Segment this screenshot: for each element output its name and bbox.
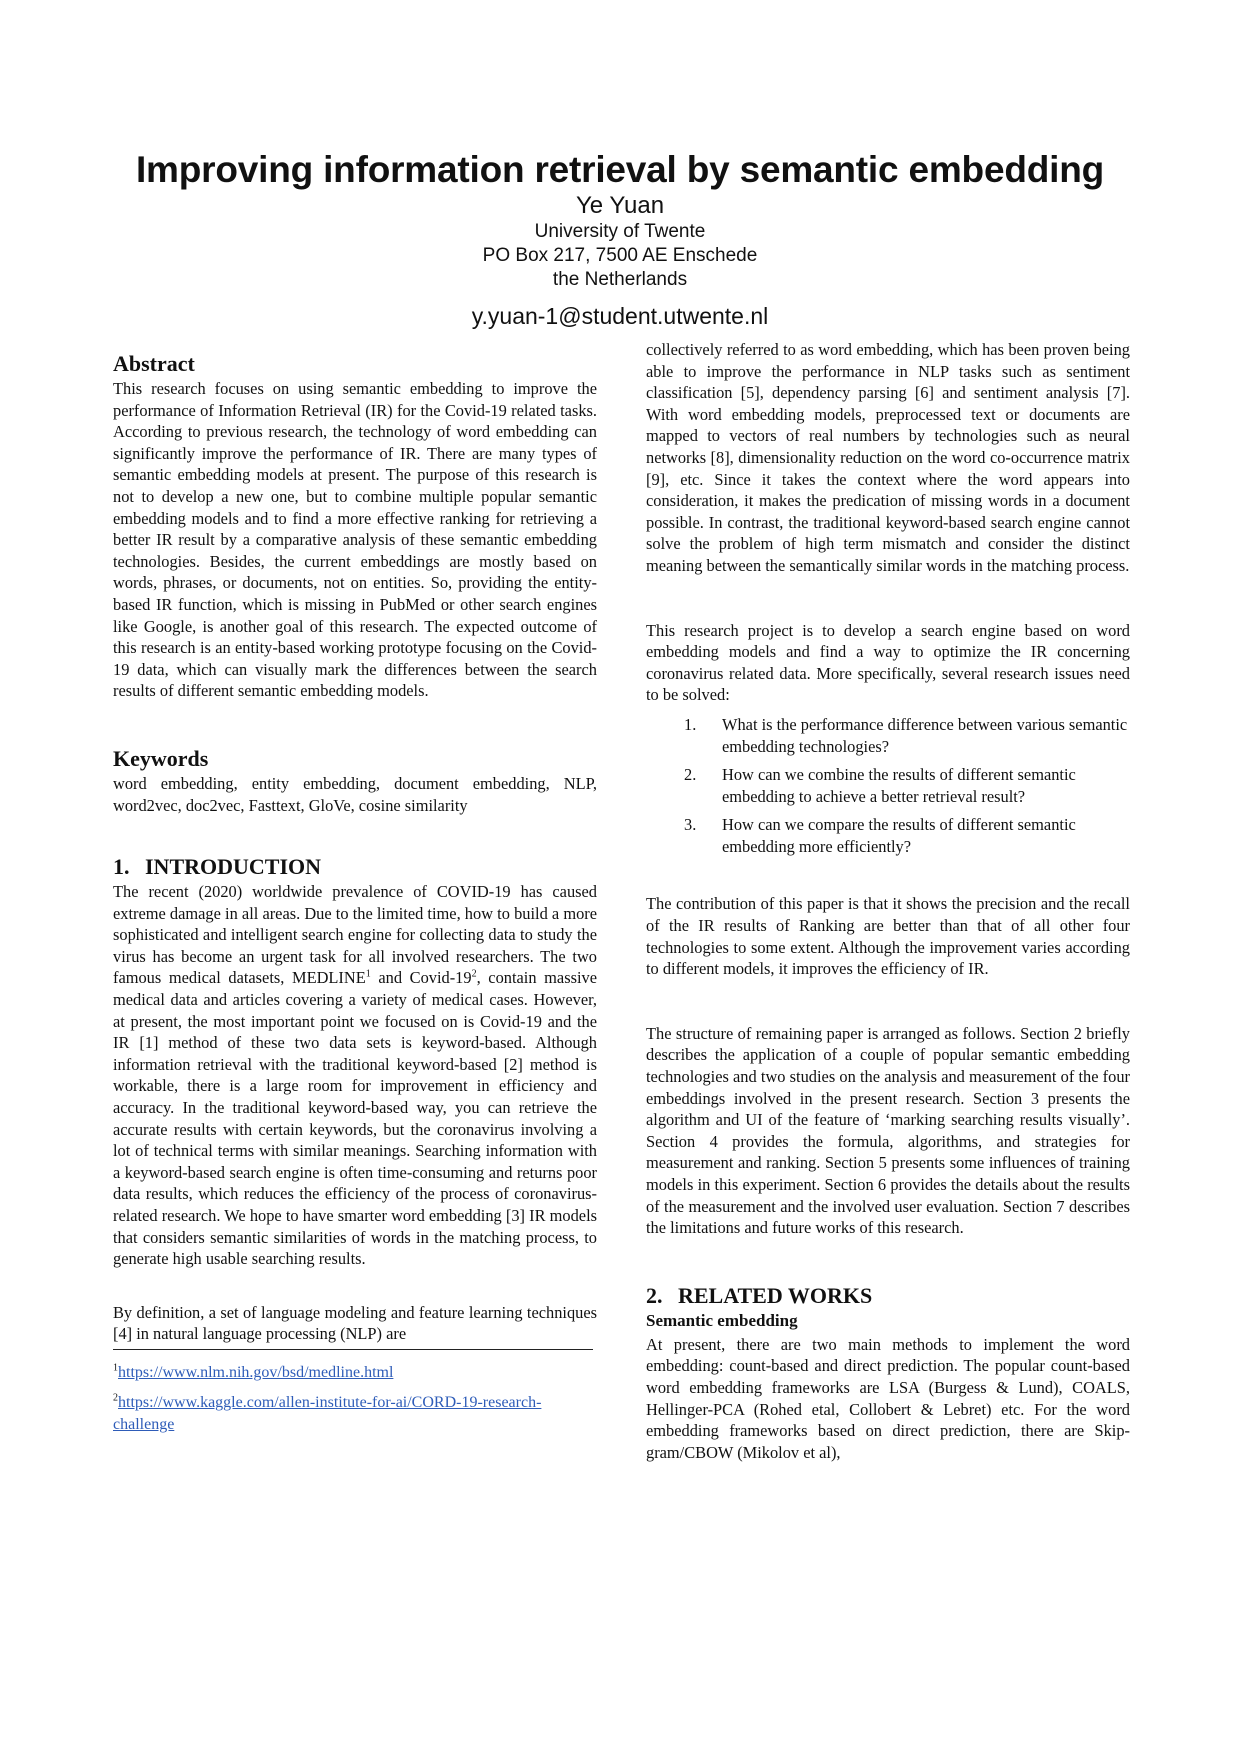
section-number: 2.: [646, 1282, 663, 1308]
footnote-2: [113, 1392, 597, 1436]
paper-header: [0, 148, 1240, 330]
list-number: 3.: [684, 815, 697, 835]
intro-paragraph-1: The recent (2020) worldwide prevalence of COVID-19 has caused extreme damage in all areas. Due to the limited time, how to build a more sophisticated and intelligent search engine for collecting data to study the virus has become an urgent task for all involved researchers. The two famous medical datasets, MEDLINE$^1$ and Covid-$19^2$, contain massive medical data and articles covering a variety of medical cases. However, at present, the most important point we focused on is Covid-19 and the IR [1] method of these two data sets is keyword-based. Although information retrieval with the traditional keyword-based [2] method is workable, there is a large room for improvement in efficiency and accuracy. In the traditional keyword-based way, you can retrieve the accurate results with certain keywords, but the coronavirus involving a lot of technical terms with similar meanings. Searching information with a keyword-based search engine is often time-consuming and returns poor data results, which reduces the efficiency of the process of coronavirus-related research. We hope to have smarter word embedding [3] IR models that considers semantic similarities of words in the matching process, to generate high usable searching results.: [113, 882, 597, 1269]
intro-paragraph-4: The contribution of this paper is that it shows the precision and the recall of the IR results of Ranking are better than that of all other four technologies to some extent. Although the improvement varies according to different models, it improves the efficiency of IR.: [646, 894, 1130, 979]
section-2-heading: [646, 1282, 1130, 1310]
footnote-ref: 2: [471, 969, 477, 980]
intro-paragraph-3: This research project is to develop a search engine based on word embedding models and find a way to optimize the IR concerning coronavirus related data. More specifically, several research issues need to be solved:: [646, 620, 1130, 705]
affiliation-line: PO Box 217, 7500 AE Enschede: [482, 245, 758, 266]
section-title: RELATED WORKS: [678, 1282, 873, 1308]
list-item: 1. What is the performance difference between various semantic embedding technologies?: [684, 714, 1128, 756]
section-title: INTRODUCTION: [145, 854, 322, 880]
footnote-1: [113, 1362, 597, 1384]
keywords-text: word embedding, entity embedding, document embedding, NLP, word2vec, doc2vec, Fasttext, GloVe, cosine similarity: [113, 773, 597, 815]
paper-title: Improving information retrieval by semantic embedding: [135, 149, 1105, 190]
section-1-heading: [113, 853, 597, 881]
author-email: y.yuan-1@student.utwente.nl: [471, 303, 769, 329]
related-works-paragraph: At present, there are two main methods to implement the word embedding: count-based and direct prediction. The popular count-based word embedding frameworks are LSA (Burgess & Lund), COALS, Hellinger-PCA (Rohed etal, Collobert & Lebret) etc. For the word embedding frameworks based on direct prediction, there are Skip-gram/CBOW (Mikolov et al),: [646, 1334, 1130, 1462]
list-item: 2. How can we combine the results of different semantic embedding to achieve a better retrieval result?: [684, 765, 1076, 806]
footnote-number: 1: [113, 1362, 118, 1374]
footnote-divider: [113, 1349, 593, 1350]
footnote-number: 2: [113, 1392, 118, 1404]
affiliation-line: the Netherlands: [552, 269, 688, 290]
footnote-ref: 1: [365, 969, 371, 980]
subsection-heading: Semantic embedding: [646, 1310, 798, 1330]
intro-paragraph-2-continued: collectively referred to as word embedding, which has been proven being able to improve the performance in NLP tasks such as sentiment classification [5], dependency parsing [6] and sentiment analysis [7]. With word embedding models, preprocessed text or documents are mapped to vectors of real numbers by technologies such as neural networks [8], dimensionality reduction on the word co-occurrence matrix [9], etc. Since it takes the context where the word appears into consideration, it makes the predication of missing words in a document possible. In contrast, the traditional keyword-based search engine cannot solve the problem of high term mismatch and consider the distinct meaning between the semantically similar words in the matching process.: [646, 340, 1130, 575]
section-number: 1.: [113, 854, 130, 880]
keywords-heading: Keywords: [113, 745, 209, 771]
research-questions-list: [646, 714, 1130, 858]
list-number: 1.: [684, 714, 697, 734]
list-item: 3. How can we compare the results of different semantic embedding more efficiently?: [684, 815, 1076, 856]
right-column: [646, 339, 1130, 1463]
abstract-heading: Abstract: [113, 351, 195, 376]
author-name: Ye Yuan: [575, 192, 665, 219]
left-column: [113, 350, 597, 1436]
intro-paragraph-5: The structure of remaining paper is arranged as follows. Section 2 briefly describes the application of a couple of popular semantic embedding technologies and two studies on the analysis and measurement of the four embeddings involved in the present research. Section 3 presents the algorithm and UI of the feature of ‘marking searching results visually’. Section 4 provides the formula, algorithms, and strategies for measurement and ranking. Section 5 presents some influences of training models in this experiment. Section 6 provides the details about the results of the measurement and the involved user evaluation. Section 7 describes the limitations and future works of this research.: [646, 1023, 1130, 1238]
affiliation-line: University of Twente: [534, 221, 706, 242]
abstract-text: This research focuses on using semantic embedding to improve the performance of Information Retrieval (IR) for the Covid-19 related tasks. According to previous research, the technology of word embedding can significantly improve the performance of IR. There are many types of semantic embedding models at present. The purpose of this research is not to develop a new one, but to combine multiple popular semantic embedding models and to find a more effective ranking for retrieving a better IR result by a comparative analysis of these semantic embedding technologies. Besides, the current embeddings are mostly based on words, phrases, or documents, not on entities. So, providing the entity-based IR function, which is missing in PubMed or other search engines like Google, is another goal of this research. The expected outcome of this research is an entity-based working prototype focusing on the Covid-19 data, which can visually mark the differences between the search results of different semantic embedding models.: [113, 379, 597, 701]
footnote-link-medline[interactable]: https://www.nlm.nih.gov/bsd/medline.html: [118, 1363, 394, 1381]
list-number: 2.: [684, 765, 697, 785]
footnote-link-kaggle[interactable]: https://www.kaggle.com/allen-institute-for-ai/CORD-19-research-challenge: [113, 1393, 542, 1433]
intro-paragraph-2-start: By definition, a set of language modeling and feature learning techniques [4] in natural language processing (NLP) are: [113, 1302, 597, 1344]
